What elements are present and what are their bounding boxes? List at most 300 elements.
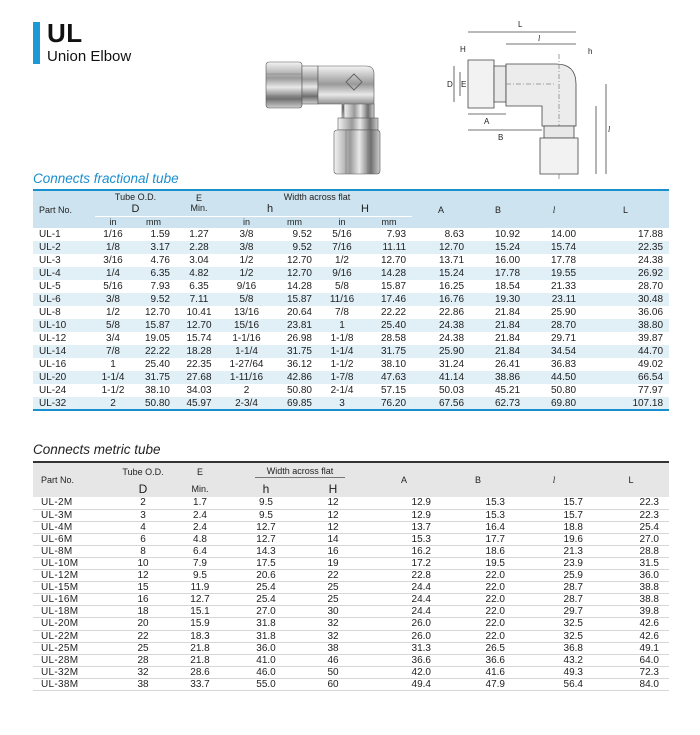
- table-cell: 15.87: [131, 319, 176, 332]
- table-cell: 72.3: [593, 666, 669, 678]
- table-row: [33, 345, 669, 358]
- metric-col-width-across-flat: [233, 462, 367, 480]
- table-cell: 5/8: [318, 280, 366, 293]
- table-cell: 31.8: [233, 630, 299, 642]
- table-cell: 26.41: [470, 358, 526, 371]
- table-cell: 41.14: [412, 371, 470, 384]
- table-cell: 3/8: [222, 228, 271, 241]
- table-cell: 10.41: [176, 306, 222, 319]
- table-cell: 22: [299, 570, 367, 582]
- table-cell: 3/8: [95, 293, 131, 306]
- title-accent-bar: [33, 22, 40, 64]
- table-cell: 9.5: [233, 497, 299, 509]
- table-cell: 1-7/8: [318, 371, 366, 384]
- metric-col-h-small: h: [233, 480, 299, 497]
- table-cell: 46.0: [233, 666, 299, 678]
- table-cell: 19: [299, 557, 367, 569]
- fractional-table: [33, 189, 669, 411]
- table-row: [33, 267, 669, 280]
- part-number-cell: UL-2: [33, 241, 95, 254]
- table-cell: 19.6: [515, 533, 593, 545]
- table-cell: 26.0: [367, 630, 441, 642]
- table-cell: 1-1/2: [318, 358, 366, 371]
- table-cell: 21.84: [470, 319, 526, 332]
- table-cell: 16.2: [367, 545, 441, 557]
- table-cell: 36.8: [515, 642, 593, 654]
- part-number-cell: UL-10M: [33, 557, 119, 569]
- table-cell: 45.21: [470, 384, 526, 397]
- table-cell: 1/8: [95, 241, 131, 254]
- table-cell: 12.7: [233, 521, 299, 533]
- table-row: [33, 533, 669, 545]
- table-cell: 42.86: [271, 371, 318, 384]
- table-cell: 1-1/4: [222, 345, 271, 358]
- table-cell: 1/4: [95, 267, 131, 280]
- table-cell: 5/16: [95, 280, 131, 293]
- table-cell: 15.3: [441, 509, 515, 521]
- table-cell: 34.54: [526, 345, 582, 358]
- table-cell: 8: [119, 545, 167, 557]
- table-cell: 15.87: [366, 280, 412, 293]
- table-cell: 67.56: [412, 397, 470, 410]
- table-cell: 38.86: [470, 371, 526, 384]
- metric-col-e: E: [167, 462, 233, 480]
- table-cell: 36.6: [441, 654, 515, 666]
- col-e-label: E: [195, 193, 202, 204]
- product-name: Union Elbow: [47, 48, 132, 65]
- table-cell: 7/8: [318, 306, 366, 319]
- part-number-cell: UL-4: [33, 267, 95, 280]
- metric-table-body: [33, 497, 669, 691]
- table-cell: 3/16: [95, 254, 131, 267]
- metric-col-tube-od: Tube O.D.: [119, 462, 167, 480]
- table-cell: 1-1/16: [222, 332, 271, 345]
- table-row: [33, 384, 669, 397]
- part-number-cell: UL-18M: [33, 606, 119, 618]
- table-cell: 36.0: [233, 642, 299, 654]
- metric-table: [33, 461, 669, 691]
- table-cell: 1-1/4: [318, 345, 366, 358]
- table-cell: 4: [119, 521, 167, 533]
- table-cell: 16.00: [470, 254, 526, 267]
- table-cell: 38: [119, 678, 167, 690]
- table-row: [33, 371, 669, 384]
- part-number-cell: UL-3M: [33, 509, 119, 521]
- table-cell: 16.76: [412, 293, 470, 306]
- part-number-cell: UL-6M: [33, 533, 119, 545]
- table-cell: 69.80: [526, 397, 582, 410]
- table-cell: 2.4: [167, 509, 233, 521]
- table-cell: 42.6: [593, 630, 669, 642]
- table-cell: 22.8: [367, 570, 441, 582]
- table-cell: 18.8: [515, 521, 593, 533]
- table-cell: 50: [299, 666, 367, 678]
- part-number-cell: UL-3: [33, 254, 95, 267]
- table-cell: 21.84: [470, 332, 526, 345]
- col-b: B: [470, 190, 526, 228]
- table-cell: 25.4: [233, 594, 299, 606]
- table-cell: 21.8: [167, 654, 233, 666]
- table-cell: 2: [95, 397, 131, 410]
- table-cell: 2: [222, 384, 271, 397]
- table-row: [33, 293, 669, 306]
- table-cell: 26.5: [441, 642, 515, 654]
- table-cell: 23.81: [271, 319, 318, 332]
- table-cell: 7.93: [366, 228, 412, 241]
- table-cell: 22.22: [131, 345, 176, 358]
- table-cell: 22.0: [441, 570, 515, 582]
- table-cell: 46: [299, 654, 367, 666]
- table-cell: 2.4: [167, 521, 233, 533]
- table-cell: 28.70: [526, 319, 582, 332]
- table-cell: 62.73: [470, 397, 526, 410]
- table-cell: 24.4: [367, 606, 441, 618]
- table-row: [33, 254, 669, 267]
- table-cell: 24.38: [412, 332, 470, 345]
- table-cell: 38.10: [131, 384, 176, 397]
- table-cell: 13.71: [412, 254, 470, 267]
- part-number-cell: UL-10: [33, 319, 95, 332]
- table-cell: 19.05: [131, 332, 176, 345]
- table-cell: 20.64: [271, 306, 318, 319]
- table-row: [33, 557, 669, 569]
- table-cell: 47.9: [441, 678, 515, 690]
- table-row: [33, 332, 669, 345]
- table-cell: 6.4: [167, 545, 233, 557]
- col-hh-in: in: [318, 216, 366, 228]
- table-cell: 11.11: [366, 241, 412, 254]
- table-cell: 12: [299, 497, 367, 509]
- table-cell: 36.06: [582, 306, 669, 319]
- table-cell: 29.7: [515, 606, 593, 618]
- table-cell: 38: [299, 642, 367, 654]
- metric-col-b: B: [441, 462, 515, 497]
- col-e: [176, 190, 222, 216]
- table-row: [33, 594, 669, 606]
- col-l-big: L: [582, 190, 669, 228]
- col-tube-od: Tube O.D.: [95, 190, 176, 203]
- table-cell: 12.70: [176, 319, 222, 332]
- metric-col-d: D: [119, 480, 167, 497]
- table-cell: 36.0: [593, 570, 669, 582]
- table-cell: 6: [119, 533, 167, 545]
- table-cell: 15.3: [441, 497, 515, 509]
- drawing-label-l-top: l: [538, 34, 541, 43]
- table-cell: 19.5: [441, 557, 515, 569]
- table-cell: 28.70: [582, 280, 669, 293]
- table-cell: 49.4: [367, 678, 441, 690]
- table-cell: 64.0: [593, 654, 669, 666]
- table-cell: 9.5: [167, 570, 233, 582]
- table-cell: 9.52: [271, 228, 318, 241]
- table-cell: 4.76: [131, 254, 176, 267]
- table-row: [33, 521, 669, 533]
- table-cell: 84.0: [593, 678, 669, 690]
- table-cell: 21.8: [167, 642, 233, 654]
- table-cell: 10.92: [470, 228, 526, 241]
- table-cell: 28: [119, 654, 167, 666]
- table-cell: 20.6: [233, 570, 299, 582]
- col-d-in: in: [95, 216, 131, 228]
- table-cell: 30.48: [582, 293, 669, 306]
- drawing-label-H: H: [460, 45, 466, 54]
- table-cell: 36.83: [526, 358, 582, 371]
- table-cell: 1: [95, 358, 131, 371]
- metric-width-across-flat-label: Width across flat: [255, 466, 346, 478]
- table-cell: 1.27: [176, 228, 222, 241]
- part-number-cell: UL-14: [33, 345, 95, 358]
- fractional-section-title: Connects fractional tube: [33, 171, 179, 186]
- table-cell: 31.75: [271, 345, 318, 358]
- table-row: [33, 606, 669, 618]
- table-row: [33, 582, 669, 594]
- table-cell: 12: [119, 570, 167, 582]
- part-number-cell: UL-20M: [33, 618, 119, 630]
- table-cell: 25.4: [593, 521, 669, 533]
- table-cell: 22.0: [441, 582, 515, 594]
- metric-col-a: A: [367, 462, 441, 497]
- table-cell: 30: [299, 606, 367, 618]
- part-number-cell: UL-2M: [33, 497, 119, 509]
- table-cell: 32.5: [515, 630, 593, 642]
- col-h-small: h: [222, 203, 318, 216]
- table-cell: 15: [119, 582, 167, 594]
- col-e-blank: [176, 216, 222, 228]
- table-row: [33, 306, 669, 319]
- metric-col-l-big: L: [593, 462, 669, 497]
- table-cell: 18.3: [167, 630, 233, 642]
- table-cell: 7/8: [95, 345, 131, 358]
- table-row: [33, 280, 669, 293]
- table-cell: 15.74: [176, 332, 222, 345]
- dimension-drawing: [446, 14, 631, 184]
- table-cell: 31.75: [131, 371, 176, 384]
- table-cell: 22.0: [441, 606, 515, 618]
- table-cell: 22.22: [366, 306, 412, 319]
- table-cell: 27.0: [593, 533, 669, 545]
- table-cell: 36.6: [367, 654, 441, 666]
- table-row: [33, 228, 669, 241]
- table-cell: 6.35: [176, 280, 222, 293]
- table-cell: 49.1: [593, 642, 669, 654]
- drawing-label-B: B: [498, 133, 504, 142]
- drawing-label-L: L: [518, 20, 523, 29]
- table-cell: 17.88: [582, 228, 669, 241]
- table-cell: 16: [299, 545, 367, 557]
- table-cell: 12.9: [367, 509, 441, 521]
- table-cell: 17.7: [441, 533, 515, 545]
- table-row: [33, 630, 669, 642]
- table-cell: 18.6: [441, 545, 515, 557]
- table-cell: 21.84: [470, 345, 526, 358]
- table-cell: 3/4: [95, 332, 131, 345]
- table-cell: 23.11: [526, 293, 582, 306]
- table-cell: 12.7: [167, 594, 233, 606]
- table-cell: 4.8: [167, 533, 233, 545]
- table-cell: 31.5: [593, 557, 669, 569]
- table-cell: 43.2: [515, 654, 593, 666]
- table-cell: 1-1/2: [95, 384, 131, 397]
- table-cell: 26.98: [271, 332, 318, 345]
- table-cell: 1-1/8: [318, 332, 366, 345]
- table-cell: 15.74: [526, 241, 582, 254]
- part-number-cell: UL-8M: [33, 545, 119, 557]
- table-cell: 25.40: [131, 358, 176, 371]
- table-cell: 12.70: [131, 306, 176, 319]
- table-cell: 77.97: [582, 384, 669, 397]
- part-number-cell: UL-16: [33, 358, 95, 371]
- col-width-across-flat: Width across flat: [222, 190, 412, 203]
- table-cell: 17.46: [366, 293, 412, 306]
- fractional-table-body: [33, 228, 669, 410]
- part-number-cell: UL-28M: [33, 654, 119, 666]
- table-cell: 25: [299, 594, 367, 606]
- part-number-cell: UL-1: [33, 228, 95, 241]
- table-row: [33, 642, 669, 654]
- table-cell: 3.04: [176, 254, 222, 267]
- table-cell: 28.7: [515, 582, 593, 594]
- table-cell: 9/16: [222, 280, 271, 293]
- table-cell: 41.0: [233, 654, 299, 666]
- table-cell: 15.7: [515, 509, 593, 521]
- table-cell: 24.38: [582, 254, 669, 267]
- table-cell: 11.9: [167, 582, 233, 594]
- drawing-label-A: A: [484, 117, 490, 126]
- part-number-cell: UL-8: [33, 306, 95, 319]
- drawing-label-D: D: [447, 80, 453, 89]
- table-cell: 32.5: [515, 618, 593, 630]
- table-cell: 1/2: [318, 254, 366, 267]
- table-row: [33, 654, 669, 666]
- table-cell: 22: [119, 630, 167, 642]
- table-cell: 24.4: [367, 594, 441, 606]
- table-cell: 50.03: [412, 384, 470, 397]
- table-cell: 15.9: [167, 618, 233, 630]
- table-cell: 14.00: [526, 228, 582, 241]
- part-number-cell: UL-4M: [33, 521, 119, 533]
- table-cell: 18.54: [470, 280, 526, 293]
- table-cell: 5/8: [95, 319, 131, 332]
- table-cell: 13.7: [367, 521, 441, 533]
- metric-col-l-small: l: [515, 462, 593, 497]
- table-cell: 3: [119, 509, 167, 521]
- table-cell: 29.71: [526, 332, 582, 345]
- col-part-no: Part No.: [33, 190, 95, 228]
- table-cell: 49.3: [515, 666, 593, 678]
- col-hh-mm: mm: [366, 216, 412, 228]
- table-cell: 9.52: [131, 293, 176, 306]
- table-cell: 50.80: [271, 384, 318, 397]
- table-cell: 9/16: [318, 267, 366, 280]
- table-cell: 36.12: [271, 358, 318, 371]
- table-cell: 21.84: [470, 306, 526, 319]
- table-cell: 22.35: [176, 358, 222, 371]
- table-cell: 1-11/16: [222, 371, 271, 384]
- table-cell: 44.70: [582, 345, 669, 358]
- table-row: [33, 666, 669, 678]
- table-cell: 14: [299, 533, 367, 545]
- table-cell: 12: [299, 509, 367, 521]
- table-row: [33, 509, 669, 521]
- table-row: [33, 545, 669, 557]
- table-cell: 49.02: [582, 358, 669, 371]
- table-cell: 57.15: [366, 384, 412, 397]
- table-cell: 38.80: [582, 319, 669, 332]
- table-cell: 42.0: [367, 666, 441, 678]
- table-cell: 39.8: [593, 606, 669, 618]
- product-code: UL: [47, 18, 83, 48]
- table-cell: 44.50: [526, 371, 582, 384]
- col-d: D: [95, 203, 176, 216]
- table-cell: 14.28: [366, 267, 412, 280]
- union-elbow-photo: [262, 52, 410, 180]
- table-cell: 26.92: [582, 267, 669, 280]
- table-cell: 2-1/4: [318, 384, 366, 397]
- table-cell: 11/16: [318, 293, 366, 306]
- metric-section-title: Connects metric tube: [33, 442, 161, 457]
- table-cell: 38.10: [366, 358, 412, 371]
- table-cell: 28.8: [593, 545, 669, 557]
- table-cell: 22.0: [441, 618, 515, 630]
- table-cell: 12.70: [366, 254, 412, 267]
- table-row: [33, 570, 669, 582]
- part-number-cell: UL-25M: [33, 642, 119, 654]
- table-cell: 9.52: [271, 241, 318, 254]
- table-cell: 6.35: [131, 267, 176, 280]
- part-number-cell: UL-20: [33, 371, 95, 384]
- table-cell: 1/2: [222, 254, 271, 267]
- table-cell: 1: [318, 319, 366, 332]
- table-cell: 22.3: [593, 497, 669, 509]
- drawing-label-E: E: [461, 80, 467, 89]
- table-cell: 15.87: [271, 293, 318, 306]
- table-cell: 12.9: [367, 497, 441, 509]
- part-number-cell: UL-32: [33, 397, 95, 410]
- table-row: [33, 358, 669, 371]
- drawing-label-l-side: l: [608, 125, 611, 134]
- table-cell: 3.17: [131, 241, 176, 254]
- part-number-cell: UL-16M: [33, 594, 119, 606]
- part-number-cell: UL-12: [33, 332, 95, 345]
- table-cell: 3: [318, 397, 366, 410]
- table-cell: 18: [119, 606, 167, 618]
- table-cell: 22.86: [412, 306, 470, 319]
- table-row: [33, 618, 669, 630]
- table-cell: 34.03: [176, 384, 222, 397]
- table-cell: 8.63: [412, 228, 470, 241]
- table-cell: 2: [119, 497, 167, 509]
- table-cell: 45.97: [176, 397, 222, 410]
- table-cell: 23.9: [515, 557, 593, 569]
- col-h-in: in: [222, 216, 271, 228]
- part-number-cell: UL-38M: [33, 678, 119, 690]
- table-row: [33, 497, 669, 509]
- table-row: [33, 397, 669, 410]
- table-cell: 47.63: [366, 371, 412, 384]
- table-cell: 1.59: [131, 228, 176, 241]
- table-cell: 66.54: [582, 371, 669, 384]
- table-cell: 19.55: [526, 267, 582, 280]
- table-cell: 25.40: [366, 319, 412, 332]
- table-cell: 50.80: [131, 397, 176, 410]
- part-number-cell: UL-24: [33, 384, 95, 397]
- table-cell: 7.9: [167, 557, 233, 569]
- table-cell: 1/2: [95, 306, 131, 319]
- table-cell: 21.3: [515, 545, 593, 557]
- table-cell: 12.70: [412, 241, 470, 254]
- table-cell: 25.4: [233, 582, 299, 594]
- table-cell: 20: [119, 618, 167, 630]
